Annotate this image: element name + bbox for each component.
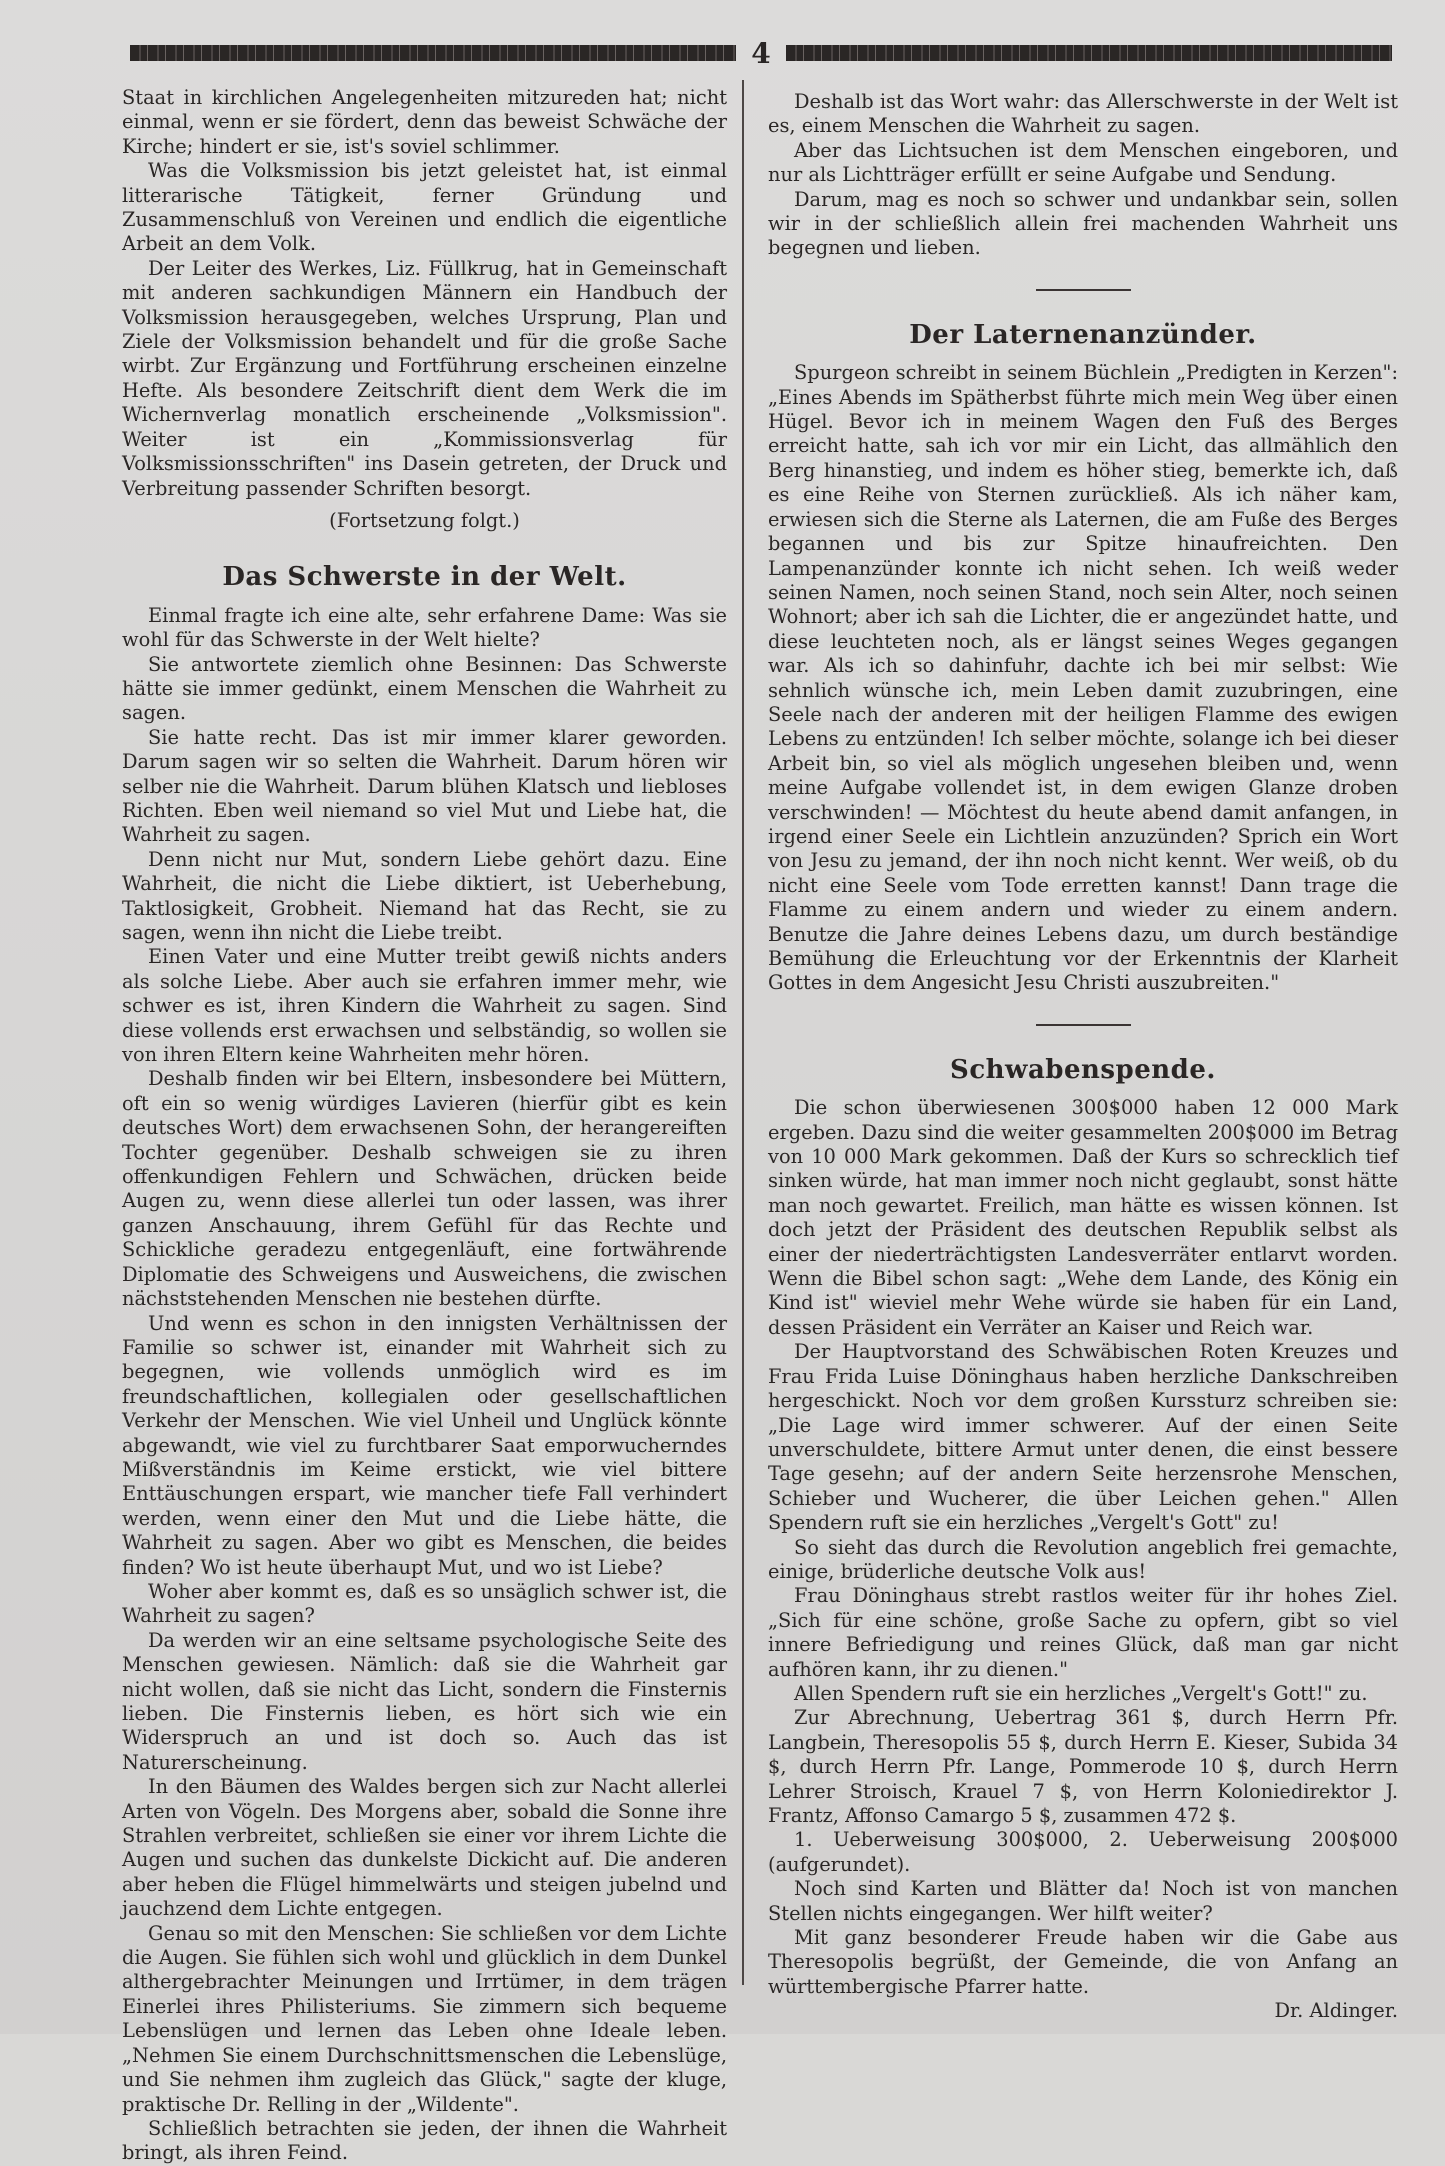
paragraph: Noch sind Karten und Blätter da! Noch ist von manchen Stellen nichts eingegangen. Wer hilft weiter? [768,1877,1398,1925]
paragraph: Frau Döninghaus strebt rastlos weiter für ihr hohes Ziel. „Sich für eine schöne, große Sache zu opfern, gibt so viel innere Befriedigung und reines Glück, daß man gar nicht aufhören kann, ihr zu dienen." [768,1584,1398,1681]
paragraph: In den Bäumen des Waldes bergen sich zur Nacht allerlei Arten von Vögeln. Des Morgens aber, sobald die Sonne ihre Strahlen verbreitet, schließen sie einer vor ihrem Lichte die Augen und suchen das dunkelste Dickicht auf. Die anderen aber heben die Flügel himmelwärts und steigen jubelnd und jauchzend dem Lichte entgegen. [122,1775,727,1921]
paragraph: 1. Ueberweisung 300$000, 2. Ueberweisung 200$000 (aufgerundet). [768,1828,1398,1876]
paragraph: Der Hauptvorstand des Schwäbischen Roten Kreuzes und Frau Frida Luise Döninghaus haben herzliche Dankschreiben hergeschickt. Noch vor dem großen Kurssturz schreiben sie: „Die Lage wird immer schwerer. Auf der einen Seite unverschuldete, bittere Armut unter denen, die einst bessere Tage gesehn; auf der andern Seite herzensrohe Menschen, Schieber und Wucherer, die über Leichen gehen." Allen Spendern ruft sie ein herzliches „Vergelt's Gott" zu! [768,1340,1398,1535]
continuation-note: (Fortsetzung folgt.) [329,508,520,532]
header-rule-left [130,45,736,61]
paragraph: Was die Volksmission bis jetzt geleistet hat, ist einmal litterarische Tätigkeit, ferner Gründung und Zusammenschluß von Vereinen und endlich die eigentliche Arbeit an dem Volk. [122,159,727,256]
signature: Dr. Aldinger. [1274,1999,1398,2023]
paragraph: Darum, mag es noch so schwer und undankbar sein, sollen wir in der schließlich allein frei machenden Wahrheit uns begegnen und lieben. [768,187,1398,260]
paragraph: Allen Spendern ruft sie ein herzliches „Vergelt's Gott!" zu. [794,1681,1368,1705]
section-separator [1036,289,1131,291]
paragraph: Deshalb ist das Wort wahr: das Allerschwerste in der Welt ist es, einem Menschen die Wahrheit zu sagen. [768,90,1398,138]
paragraph: Spurgeon schreibt in seinem Büchlein „Predigten in Kerzen": „Eines Abends im Spätherbst führte mich mein Weg über einen Hügel. Bevor ich in meinem Wagen den Fuß des Berges erreicht hatte, sah ich vor mir ein Licht, das allmählich den Berg hinanstieg, und indem es höher stieg, bemerkte ich, daß es eine Reihe von Sternen zurückließ. Als ich näher kam, erwiesen sich die Sterne als Laternen, die am Fuße des Berges begannen und bis zur Spitze hinaufreichten. Den Lampenanzünder konnte ich nicht sehen. Ich weiß weder seinen Namen, noch seinen Stand, noch sein Alter, noch seinen Wohnort; aber ich sah die Lichter, die er angezündet hatte, und diese leuchteten noch, als er längst seines Weges gegangen war. Als ich so dahinfuhr, dachte ich bei mir selbst: Wie sehnlich wünsche ich, mein Leben damit zuzubringen, eine Seele nach der anderen mit der heiligen Flamme des ewigen Lebens zu entzünden! Ich selber möchte, solange ich bei dieser Arbeit bin, so viel als möglich ungesehen bleiben und, wenn meine Aufgabe vollendet ist, in dem ewigen Glanze droben verschwinden! — Möchtest du heute abend damit anfangen, in irgend einer Seele ein Lichtlein anzuzünden? Sprich ein Wort von Jesu zu jemand, der ihn noch nicht kennt. Wer weiß, ob du nicht eine Seele vom Tode erretten kannst! Dann trage die Flamme zu einem andern und wieder zu einem andern. Benutze die Jahre deines Lebens dazu, um durch beständige Bemühung die Erleuchtung vor der Erkenntnis der Klarheit Gottes in dem Angesicht Jesu Christi auszubreiten." [768,361,1398,995]
paragraph: Zur Abrechnung, Uebertrag 361 $, durch Herrn Pfr. Langbein, Theresopolis 55 $, durch Herrn E. Kieser, Subida 34 $, durch Herrn Pfr. Lange, Pommerode 10 $, durch Herrn Lehrer Stroisch, Krauel 7 $, von Herrn Koloniedirektor J. Frantz, Affonso Camargo 5 $, zusammen 472 $. [768,1706,1398,1827]
paragraph: Deshalb finden wir bei Eltern, insbesondere bei Müttern, oft ein so wenig würdiges Lavieren (hierfür gibt es kein deutsches Wort) dem erwachsenen Sohn, der herangereiften Tochter gegenüber. Deshalb schweigen sie zu ihren offenkundigen Fehlern und Schwächen, drücken beide Augen zu, wenn diese allerlei tun oder lassen, was ihrer ganzen Anschauung, ihrem Gefühl für das Rechte und Schickliche geradezu entgegenläuft, eine fortwährende Diplomatie des Schweigens und Ausweichens, die zwischen nächststehenden Menschen nie bestehen dürfte. [122,1067,727,1311]
paragraph: Die schon überwiesenen 300$000 haben 12 000 Mark ergeben. Dazu sind die weiter gesammelten 200$000 im Betrag von 10 000 Mark gekommen. Daß der Kurs so schrecklich tief sinken würde, hat man immer noch nicht geglaubt, sonst hätte man noch gewartet. Freilich, man hätte es wissen können. Ist doch jetzt der Präsident des deutschen Republik selbst als einer der niederträchtigsten Landesverräter entlarvt worden. Wenn die Bibel schon sagt: „Wehe dem Lande, des König ein Kind ist" wieviel mehr Wehe würde sie haben für ein Land, dessen Präsident ein Verräter an Kaiser und Reich war. [768,1096,1398,1339]
paragraph: Woher aber kommt es, daß es so unsäglich schwer ist, die Wahrheit zu sagen? [122,1579,727,1628]
column-divider [742,80,744,1985]
paragraph: So sieht das durch die Revolution angeblich frei gemachte, einige, brüderliche deutsche Volk aus! [768,1535,1398,1583]
paragraph: Mit ganz besonderer Freude haben wir die Gabe aus Theresopolis begrüßt, der Gemeinde, die von Anfang an württembergische Pfarrer hatte. [768,1926,1398,1998]
left-column [122,86,727,2166]
paragraph: Der Leiter des Werkes, Liz. Füllkrug, hat in Gemeinschaft mit anderen sachkundigen Männern ein Handbuch der Volksmission herausgegeben, welches Ursprung, Plan und Ziele der Volksmission behandelt und für die große Sache wirbt. Zur Ergänzung und Fortführung erscheinen einzelne Hefte. Als besondere Zeitschrift dient dem Werk die im Wichernverlag monatlich erscheinende „Volksmission". Weiter ist ein „Kommissionsverlag für Volksmissionsschriften" ins Dasein getreten, der Druck und Verbreitung passender Schriften besorgt. [122,256,727,500]
header-rule-right [786,45,1392,61]
article-title: Der Laternenanzünder. [909,319,1257,350]
paragraph: Sie antwortete ziemlich ohne Besinnen: Das Schwerste hätte sie immer gedünkt, einem Menschen die Wahrheit zu sagen. [122,652,727,725]
paragraph: Aber das Lichtsuchen ist dem Menschen eingeboren, und nur als Lichtträger erfüllt er seine Aufgabe und Sendung. [768,138,1398,187]
paragraph: Da werden wir an eine seltsame psychologische Seite des Menschen gewiesen. Nämlich: daß sie die Wahrheit gar nicht wollen, daß sie nicht das Licht, sondern die Finsternis lieben. Die Finsternis lieben, es hört sich wie ein Widerspruch an und ist doch so. Auch das ist Naturerscheinung. [122,1628,727,1774]
article-title: Das Schwerste in der Welt. [222,562,627,593]
right-column [768,90,1398,2024]
paragraph: Und wenn es schon in den innigsten Verhältnissen der Familie so schwer ist, einander mit Wahrheit sich zu begegnen, wie vollends unmöglich wird es im freundschaftlichen, kollegialen oder gesellschaftlichen Verkehr der Menschen. Wie viel Unheil und Unglück könnte abgewandt, wie viel zu furchtbarer Saat emporwucherndes Mißverständnis im Keime erstickt, wie viel bittere Enttäuschungen erspart, wie mancher tiefe Fall verhindert werden, wenn einer den Mut und die Liebe hätte, die Wahrheit zu sagen. Aber wo gibt es Menschen, die beides finden? Wo ist heute überhaupt Mut, und wo ist Liebe? [122,1311,727,1579]
article-title: Schwabenspende. [950,1054,1216,1085]
paragraph: Staat in kirchlichen Angelegenheiten mitzureden hat; nicht einmal, wenn er sie fördert, denn das beweist Schwäche der Kirche; hindert er sie, ist's soviel schlimmer. [122,86,727,158]
paragraph: Einen Vater und eine Mutter treibt gewiß nichts anders als solche Liebe. Aber auch sie erfahren immer mehr, wie schwer es ist, ihren Kindern die Wahrheit zu sagen. Sind diese vollends erst erwachsen und selbständig, so wollen sie von ihren Eltern keine Wahrheiten mehr hören. [122,945,727,1067]
page-number: 4 [751,36,771,70]
paragraph: Einmal fragte ich eine alte, sehr erfahrene Dame: Was sie wohl für das Schwerste in der Welt hielte? [122,603,727,652]
paragraph: Genau so mit den Menschen: Sie schließen vor dem Lichte die Augen. Sie fühlen sich wohl und glücklich in dem Dunkel althergebrachter Meinungen und Irrtümer, in dem trägen Einerlei ihres Philisteriums. Sie zimmern sich bequeme Lebenslügen und lernen das Leben ohne Ideale leben. „Nehmen Sie einem Durchschnittsmenschen die Lebenslüge, und Sie nehmen ihm zugleich das Glück," sagte der kluge, praktische Dr. Relling in der „Wildente". [122,1921,727,2116]
paragraph: Sie hatte recht. Das ist mir immer klarer geworden. Darum sagen wir so selten die Wahrheit. Darum hören wir selber nie die Wahrheit. Darum blühen Klatsch und liebloses Richten. Eben weil niemand so viel Mut und Liebe hat, die Wahrheit zu sagen. [122,725,727,847]
paragraph: Schließlich betrachten sie jeden, der ihnen die Wahrheit bringt, als ihren Feind. [122,2116,727,2165]
page-header [130,38,1392,68]
paragraph: Denn nicht nur Mut, sondern Liebe gehört dazu. Eine Wahrheit, die nicht die Liebe diktiert, ist Ueberhebung, Taktlosigkeit, Grobheit. Niemand hat das Recht, sie zu sagen, wenn ihn nicht die Liebe treibt. [122,847,727,944]
section-separator [1036,1024,1131,1026]
